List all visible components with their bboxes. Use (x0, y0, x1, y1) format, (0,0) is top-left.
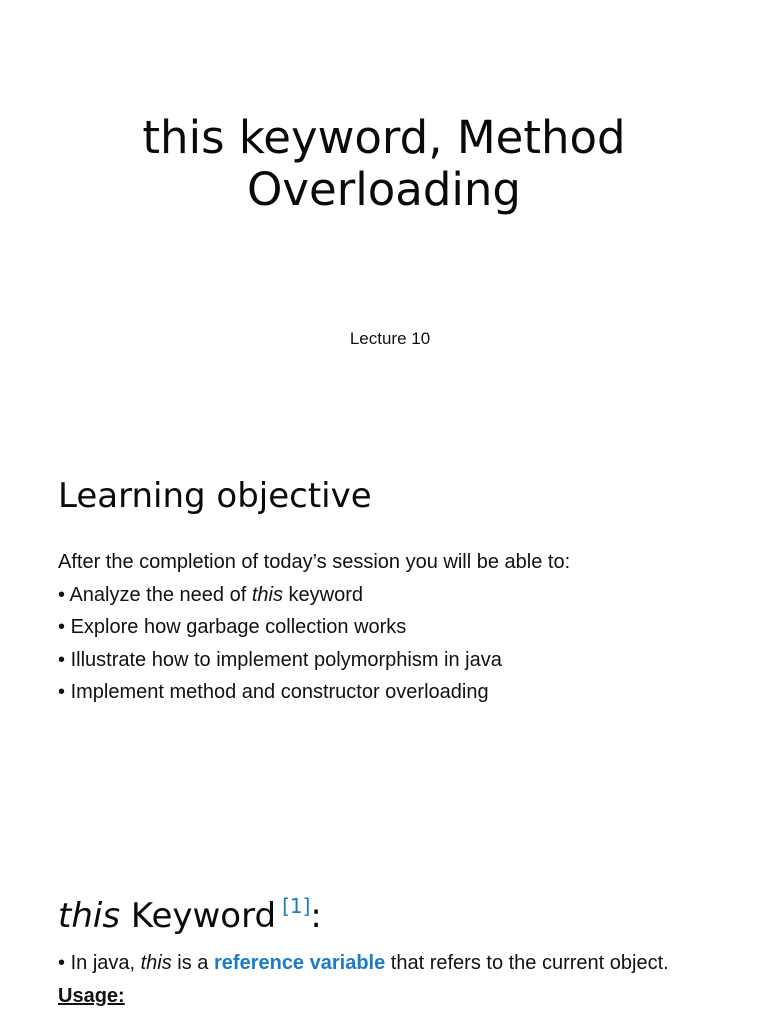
bullet: • (58, 648, 66, 671)
bullet: • (58, 616, 66, 638)
bullet: • (58, 952, 66, 974)
this-definition-bullet (58, 947, 669, 980)
objective-item-1-emphasis: this (251, 583, 283, 606)
bullet: • (58, 681, 66, 703)
bullet: • (58, 583, 66, 606)
reference-variable-link[interactable]: reference variable (214, 952, 386, 974)
objective-item-1 (58, 579, 570, 612)
this-definition-emphasis: this (140, 952, 172, 974)
this-keyword-body (58, 947, 669, 1012)
usage-line (58, 980, 669, 1013)
heading-colon: : (310, 896, 322, 936)
objective-list (58, 546, 570, 709)
objective-item-3-text: Illustrate how to implement polymorphism in java (70, 648, 502, 671)
slide-title-line-1: this keyword, Method (142, 111, 626, 164)
this-keyword-heading-emphasis: this (58, 896, 121, 936)
this-definition-middle: is a (171, 952, 214, 974)
reference-link[interactable]: [1] (282, 894, 311, 918)
slide-title (0, 112, 768, 216)
slide-title-line-2: Overloading (247, 163, 521, 216)
objective-intro: After the completion of today’s session you will be able to: (58, 551, 571, 573)
usage-label: Usage: (58, 984, 125, 1007)
this-keyword-heading-text: Keyword (120, 896, 277, 936)
this-keyword-heading (58, 886, 322, 936)
objective-item-3 (58, 644, 570, 677)
objective-item-1-text: Analyze the need of (69, 583, 252, 606)
objective-heading: Learning objective (58, 476, 372, 516)
this-definition-prefix: In java, (70, 952, 141, 974)
objective-item-2-text: Explore how garbage collection works (70, 616, 407, 638)
objective-item-1-suffix: keyword (282, 583, 363, 606)
slide-subtitle: Lecture 10 (349, 329, 431, 348)
this-definition-suffix: that refers to the current object. (385, 952, 669, 974)
objective-item-4 (58, 676, 570, 709)
objective-item-4-text: Implement method and constructor overloading (70, 681, 489, 703)
objective-item-2 (58, 611, 570, 644)
